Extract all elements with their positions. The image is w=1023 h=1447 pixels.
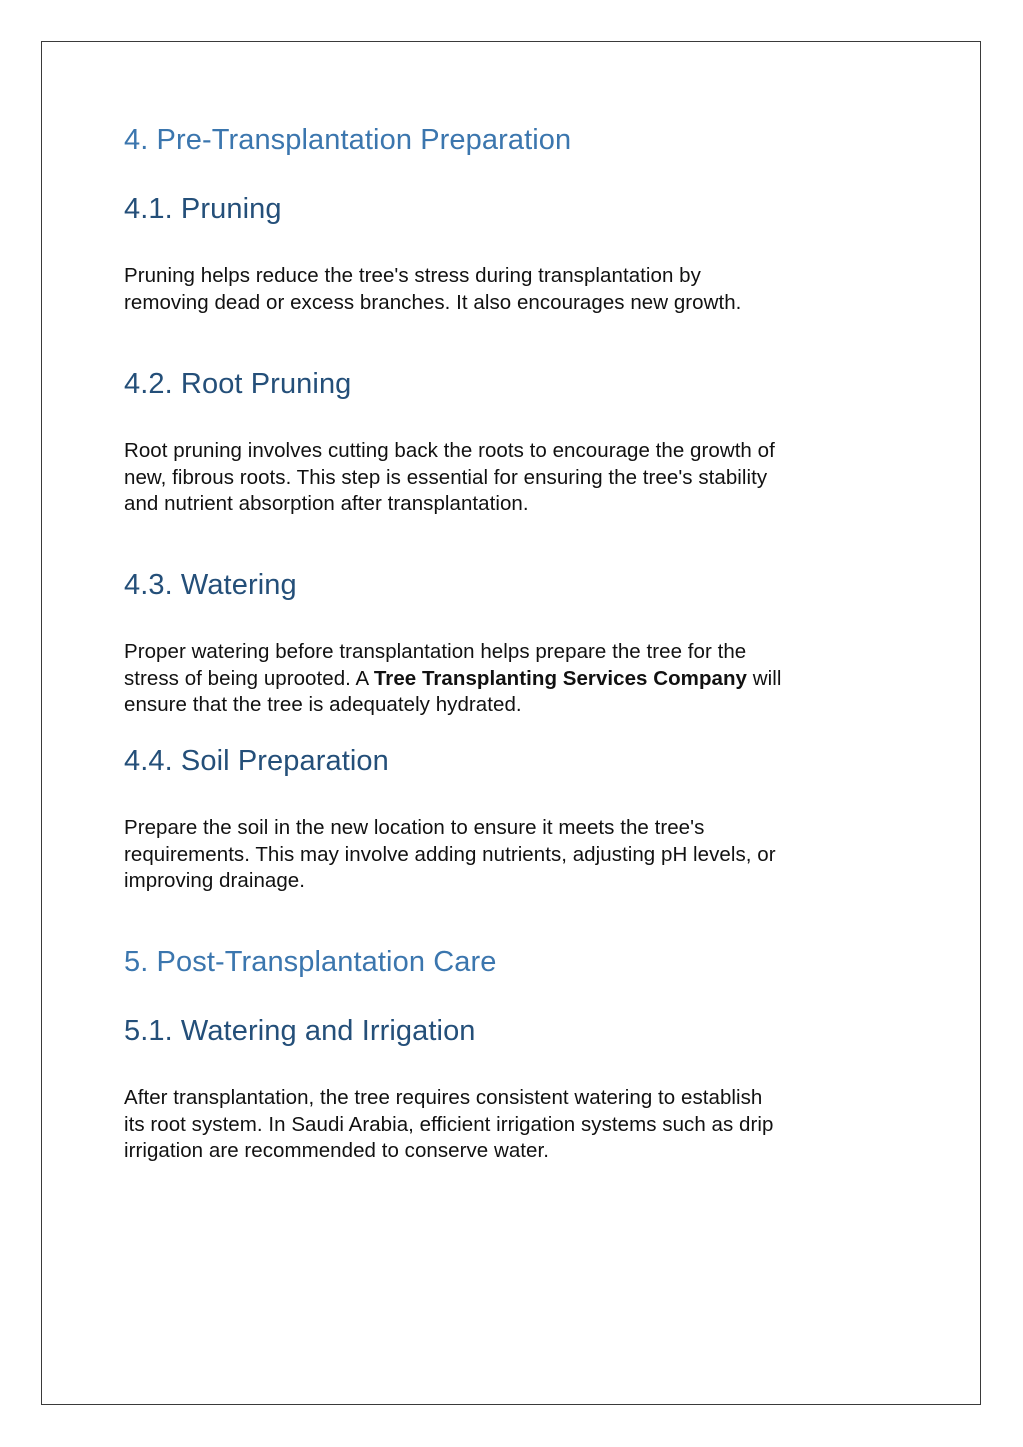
section-4-heading: 4. Pre-Transplantation Preparation [124, 124, 572, 156]
paragraph-line: and nutrient absorption after transplantation. [124, 492, 529, 515]
paragraph-line: Prepare the soil in the new location to ensure it meets the tree's [124, 816, 705, 839]
section-5-1-paragraph [124, 1085, 904, 1165]
section-4-2-paragraph [124, 438, 904, 518]
paragraph-line: new, fibrous roots. This step is essential for ensuring the tree's stability [124, 465, 768, 489]
section-4-3-paragraph [124, 639, 904, 719]
paragraph-line-part: will [747, 666, 782, 690]
paragraph-line: requirements. This may involve adding nutrients, adjusting pH levels, or [124, 842, 776, 866]
paragraph-line: its root system. In Saudi Arabia, efficient irrigation systems such as drip [124, 1112, 774, 1136]
company-name-bold: Tree Transplanting Services Company [373, 666, 748, 690]
paragraph-line: After transplantation, the tree requires consistent watering to establish [124, 1086, 763, 1109]
paragraph-line: removing dead or excess branches. It also encourages new growth. [124, 290, 742, 314]
paragraph-line: Pruning helps reduce the tree's stress during transplantation by [124, 264, 701, 287]
section-4-3-heading: 4.3. Watering [124, 569, 297, 601]
section-4-4-paragraph [124, 815, 904, 895]
paragraph-line: Proper watering before transplantation helps prepare the tree for the [124, 640, 747, 663]
section-5-heading: 5. Post-Transplantation Care [124, 946, 497, 978]
paragraph-line: improving drainage. [124, 869, 305, 892]
paragraph-line: irrigation are recommended to conserve water. [124, 1139, 549, 1162]
page-border [41, 41, 981, 1405]
section-4-2-heading: 4.2. Root Pruning [124, 368, 352, 400]
section-4-1-heading: 4.1. Pruning [124, 193, 282, 225]
section-4-1-paragraph [124, 263, 904, 316]
paragraph-line-part: stress of being uprooted. A [124, 666, 374, 690]
section-5-1-heading: 5.1. Watering and Irrigation [124, 1015, 476, 1047]
paragraph-line: Root pruning involves cutting back the roots to encourage the growth of [124, 439, 775, 462]
paragraph-line: ensure that the tree is adequately hydrated. [124, 693, 522, 716]
section-4-4-heading: 4.4. Soil Preparation [124, 745, 389, 777]
